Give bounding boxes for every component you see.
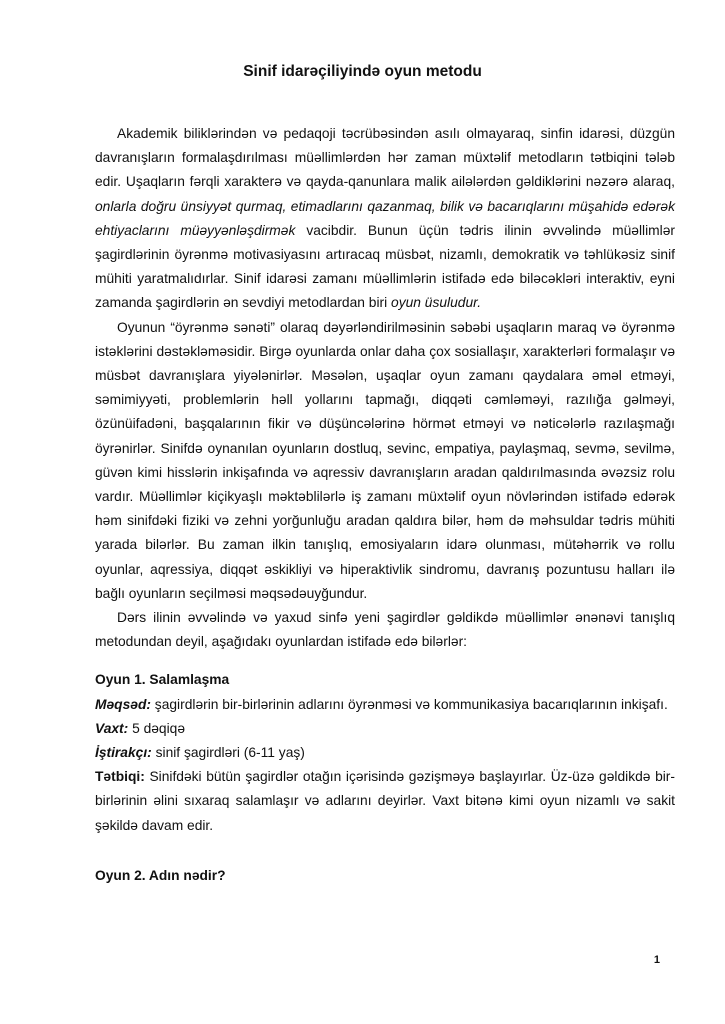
paragraph-game-value: Oyunun “öyrənmə sənəti” olaraq dəyərləndirilməsinin səbəbi uşaqların maraq və öyrənmə istəklərini dəstəkləməsidir. Birgə oyunlarda onlar daha çox sosiallaşır, xarakterləri formalaşır və müsbət davranışlara yiyələnirlər. Məsələn, uşaqlar oyun zamanı qaydalara əməl etməyi, səmimiyyəti, problemlərin həll yollarını tapmağı, diqqəti cəmləməyi, razılığa gəlməyi, özünüifadəni, başqalarının fikir və düşüncələrinə hörmət etməyi və nəticələrlə razılaşmağı öyrənirlər. Sinifdə oynanılan oyunların dostluq, sevinc, empatiya, paylaşmaq, sevmə, sevilmə, güvən kimi hisslərin inkişafında və aqressiv davranışların aradan qaldırılmasında əvəzsiz rolu vardır. Müəllimlər kiçikyaşlı məktəblilərlə iş zamanı müxtəlif oyun növlərindən istifadə edərək həm sinifdəki fiziki və zehni yorğunluğu aradan qaldıra bilər, həm də məhsuldar tədris mühiti yarada bilərlər. Bu zaman ilkin tanışlıq, emosiyaların idarə olunması, mütəhərrik və rollu oyunlar, aqressiya, diqqət əskikliyi və hiperaktivlik sindromu, davranış pozuntusu halları ilə bağlı oyunların seçilməsi məqsədəuyğundur. <box>95 319 675 601</box>
game1-goal <box>95 693 675 717</box>
page-number: 1 <box>653 954 660 966</box>
intro-text-2: vacibdir. Bunun üçün tədris ilinin əvvəlində müəllimlər şagirdlərinin öyrənmə motivasiyasını artıracaq müsbət, nizamlı, demokratik və təhlükəsiz sinif mühiti yaratmalıdırlar. Sinif idarəsi zamanı müəllimlərin istifadə edə biləcəkləri interaktiv, eyni zamanda şagirdlərin ən sevdiyi metodlardan biri <box>95 222 675 311</box>
intro-text-italic-1: onlarla doğru ünsiyyət qurmaq, etimadlarını qazanmaq, bilik və bacarıqlarını müşahidə edərək ehtiyaclarını müəyyənləşdirmək <box>95 198 675 238</box>
game2-heading: Oyun 2. Adın nədir? <box>95 867 226 883</box>
paragraph-intro-games: Dərs ilinin əvvəlində və yaxud sinfə yeni şagirdlər gəldikdə müəllimlər ənənəvi tanışlıq metodundan deyil, aşağıdakı oyunlardan istifadə edə bilərlər: <box>95 610 675 650</box>
game1-time <box>95 717 675 741</box>
game1-participants <box>95 741 675 765</box>
game1-participants-text: sinif şagirdləri (6-11 yaş) <box>151 745 305 761</box>
paragraph-intro <box>95 122 675 316</box>
game1-application-text: Sinifdəki bütün şagirdlər otağın içərisində gəzişməyə başlayırlar. Üz-üzə gəldikdə bir-birlərinin əlini sıxaraq salamlaşır və adlarını deyirlər. Vaxt bitənə kimi oyun nizamlı və sakit şəkildə davam edir. <box>95 769 675 833</box>
intro-text-1: Akademik biliklərindən və pedaqoji təcrübəsindən asılı olmayaraq, sinfin idarəsi, düzgün davranışların formalaşdırılması müəllimlərdən hər zaman müxtəlif metodların tətbiqini tələb edir. Uşaqların fərqli xarakterə və qayda-qanunlara malik ailələrdən gəldiklərini nəzərə alaraq, <box>95 126 675 190</box>
game1-heading: Oyun 1. Salamlaşma <box>95 672 230 688</box>
game1-time-text: 5 dəqiqə <box>128 720 186 736</box>
game1-goal-text: şagirdlərin bir-birlərinin adlarını öyrənməsi və kommunikasiya bacarıqlarının inkişafı. <box>150 696 668 712</box>
game1-goal-label: Məqsəd: <box>95 696 151 712</box>
spacer <box>95 654 675 668</box>
intro-text-italic-2: oyun üsuludur. <box>391 295 482 311</box>
game1-application <box>95 765 675 838</box>
document-body <box>95 122 675 888</box>
page-title: Sinif idarəçiliyində oyun metodu <box>243 63 482 80</box>
game1-time-label: Vaxt: <box>95 720 129 736</box>
game1-participants-label: İştirakçı: <box>95 745 152 761</box>
spacer <box>95 838 675 864</box>
game1-application-label: Tətbiqi: <box>95 769 145 785</box>
